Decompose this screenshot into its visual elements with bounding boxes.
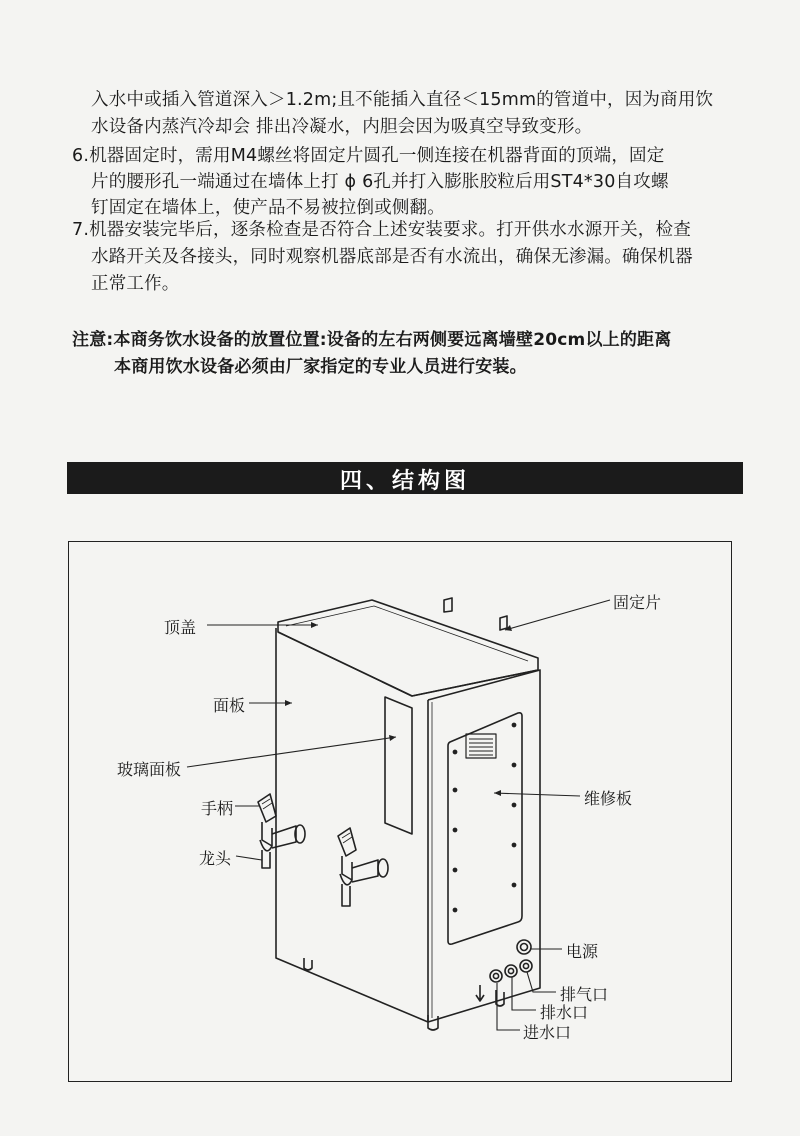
drain-port-shape xyxy=(505,965,517,977)
item6-line-2: 片的腰形孔一端通过在墙体上打 ϕ 6孔并打入膨胀胶粒后用ST4*30自攻螺 xyxy=(91,172,669,192)
item7-line-3: 正常工作。 xyxy=(91,274,180,294)
label-panel: 面板 xyxy=(213,696,246,715)
item6-line-1: 6.机器固定时，需用M4螺丝将固定片圆孔一侧连接在机器背面的顶端，固定 xyxy=(72,146,665,166)
label-glass-panel: 玻璃面板 xyxy=(117,760,182,779)
item5-line-1: 入水中或插入管道深入＞1.2m;且不能插入直径＜15mm的管道中，因为商用饮 xyxy=(91,90,714,110)
leader-faucet xyxy=(236,856,262,860)
faucet-right-shape xyxy=(338,828,388,906)
inlet-port-shape xyxy=(490,970,502,982)
section-title: 四、结构图 xyxy=(339,469,470,494)
bracket-right-shape xyxy=(500,616,507,630)
leader-vent xyxy=(527,972,556,992)
vent-port-shape xyxy=(520,960,532,972)
label-top-cover: 顶盖 xyxy=(164,618,197,637)
power-button-shape xyxy=(517,940,531,954)
notice-line-2: 本商用饮水设备必须由厂家指定的专业人员进行安装。 xyxy=(114,357,527,377)
leader-service xyxy=(494,793,580,796)
item7-line-1: 7.机器安装完毕后，逐条检查是否符合上述安装要求。打开供水水源开关，检查 xyxy=(72,220,691,240)
label-faucet: 龙头 xyxy=(199,849,232,868)
label-handle: 手柄 xyxy=(201,799,234,818)
label-vent: 排气口 xyxy=(560,985,609,1004)
leader-bracket xyxy=(505,600,610,630)
label-power: 电源 xyxy=(566,942,599,961)
glass-panel-shape xyxy=(385,697,412,834)
bracket-left-shape xyxy=(444,598,452,612)
item5-line-2: 水设备内蒸汽冷却会 排出冷凝水，内胆会因为吸真空导致变形。 xyxy=(91,117,593,137)
faucet-left-shape xyxy=(258,794,305,868)
label-inlet: 进水口 xyxy=(523,1023,572,1042)
item7-line-2: 水路开关及各接头，同时观察机器底部是否有水流出，确保无渗漏。确保机器 xyxy=(91,247,693,267)
label-bracket: 固定片 xyxy=(613,593,662,612)
label-drain: 排水口 xyxy=(540,1003,589,1022)
leader-glass xyxy=(187,737,396,767)
service-panel-shape xyxy=(448,713,522,944)
side-panel-shape xyxy=(428,670,540,1022)
label-service-panel: 维修板 xyxy=(584,789,633,808)
item6-line-3: 钉固定在墙体上，使产品不易被拉倒或侧翻。 xyxy=(91,198,445,218)
notice-line-1: 注意:本商务饮水设备的放置位置:设备的左右两侧要远离墙壁20cm以上的距离 xyxy=(72,330,672,350)
